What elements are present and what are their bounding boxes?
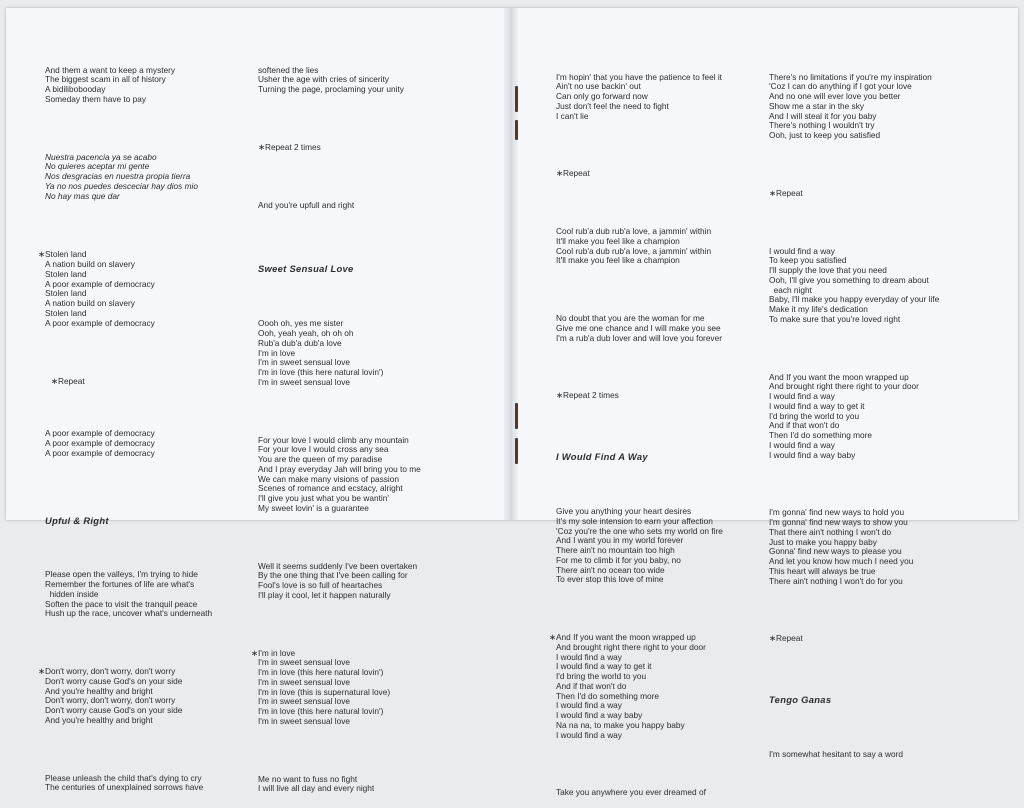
verse: [769, 247, 939, 325]
verse: [769, 373, 939, 461]
lyric-text: Don't worry cause God's on your side: [45, 675, 183, 686]
repeat-label: Repeat: [57, 376, 85, 387]
lyric-text: I can't lie: [556, 110, 589, 121]
asterisk-icon: ∗: [769, 633, 776, 644]
verse: [769, 508, 939, 586]
lyric-line: [258, 378, 421, 388]
asterisk-icon: ∗: [258, 141, 265, 152]
asterisk-icon: ∗: [38, 666, 45, 676]
verse-line: I'm somewhat hesitant to say a word: [769, 749, 903, 759]
lyric-text: I'm gonna' find new ways to show you: [769, 517, 908, 527]
lyric-text: It's my sole intension to earn your affection: [556, 515, 713, 526]
lyric-text: There's no limitations if you're my inspiration: [769, 71, 932, 82]
lyric-text: The centuries of unexplained sorrows have: [45, 782, 204, 793]
lyric-text: And let you know how much I need you: [769, 556, 914, 566]
lyric-line: [258, 784, 421, 794]
lyric-text: Baby, I'll make you happy everyday of your life: [769, 294, 940, 305]
lyric-text: No hay mas que dar: [45, 190, 120, 201]
verse: [556, 314, 723, 343]
lyric-text: A poor example of democracy: [45, 447, 155, 458]
lyric-text: I would find a way: [769, 245, 835, 256]
lyric-text: That there ain't nothing I won't do: [769, 526, 892, 537]
lyric-text: I'm in love (this here natural lovin'): [258, 667, 384, 677]
lyric-text: Don't worry cause God's on your side: [45, 705, 183, 715]
lyric-text: To make sure that you're loved right: [769, 313, 901, 324]
lyric-text: 'Coz I can do anything if I got your love: [769, 81, 912, 92]
lyric-text: And I pray everyday Jah will bring you to me: [258, 463, 421, 474]
lyric-text: Can only go forward now: [556, 91, 648, 101]
staple: [515, 403, 518, 429]
lyric-text: Just to make you happy baby: [769, 536, 877, 547]
lyric-line: [769, 315, 939, 325]
asterisk-icon: ∗: [556, 168, 563, 179]
asterisk-icon: ∗: [51, 376, 58, 387]
lyric-line: [556, 334, 723, 344]
lyric-text: And If you want the moon wrapped up: [556, 632, 696, 642]
lyric-text: Soften the pace to visit the tranquil peace: [45, 598, 198, 609]
lyric-text: Make it my life's dedication: [769, 304, 868, 314]
lyric-text: I'd bring the world to you: [556, 671, 647, 681]
staple: [515, 438, 518, 464]
repeat-marker: [556, 169, 723, 179]
lyric-text: Remember the fortunes of life are what's: [45, 579, 195, 589]
lyric-text: Gonna' find new ways to please you: [769, 546, 902, 557]
lyric-text: And I want you in my world forever: [556, 535, 684, 546]
chorus: [38, 666, 212, 726]
lyric-text: A nation build on slavery: [45, 259, 135, 269]
lyric-line: [45, 716, 212, 726]
lyric-text: And if that won't do: [769, 420, 840, 431]
lyric-text: And I will steal it for you baby: [769, 110, 877, 121]
repeat-marker: [45, 377, 212, 387]
lyric-line: [258, 591, 421, 601]
lyric-text: I'm in love (this is supernatural love): [258, 686, 391, 697]
asterisk-icon: ∗: [38, 249, 45, 260]
repeat-label: Repeat 2 times: [562, 390, 619, 401]
repeat-label: Repeat: [562, 168, 590, 179]
lyric-text: Scenes of romance and ecstacy, alright: [258, 483, 403, 494]
lyric-text: To ever stop this love of mine: [556, 574, 664, 585]
lyric-text: And you're healthy and bright: [45, 714, 153, 725]
staple: [515, 86, 518, 112]
lyric-text: A bidilibobooday: [45, 84, 106, 94]
lyric-text: Ooh, just to keep you satisfied: [769, 130, 881, 140]
lyric-text: I would find a way to get it: [769, 400, 865, 411]
lyric-text: No doubt that you are the woman for me: [556, 313, 705, 323]
lyric-text: For me to climb it for you baby, no: [556, 554, 681, 565]
lyric-text: Then I'd do something more: [556, 690, 660, 701]
lyric-text: Give you anything your heart desires: [556, 506, 692, 516]
lyric-text: My sweet lovin' is a guarantee: [258, 502, 369, 513]
lyric-text: Oooh oh, yes me sister: [258, 318, 344, 329]
asterisk-icon: ∗: [251, 647, 258, 658]
lyric-line: [769, 577, 939, 587]
verse: [258, 562, 421, 601]
lyric-text: Nos desgracias en nuestra propia tierra: [45, 171, 191, 181]
lyric-text: A poor example of democracy: [45, 437, 155, 448]
verse: [556, 507, 723, 585]
song-title: Tengo Ganas: [769, 694, 832, 705]
lyric-line: [556, 112, 723, 122]
lyric-text: I would find a way: [769, 391, 835, 401]
lyric-line: [45, 192, 212, 202]
lyric-text: We can make many visions of passion: [258, 473, 399, 484]
asterisk-icon: ∗: [769, 187, 776, 198]
outro: [45, 429, 212, 458]
lyric-text: And brought right there right to your door: [556, 641, 706, 652]
lyric-text: Stolen land: [45, 249, 87, 260]
lyric-text: And if that won't do: [556, 680, 627, 691]
asterisk-icon: ∗: [549, 632, 556, 642]
lyric-text: I'd bring the world to you: [769, 410, 860, 421]
lyric-text: I would find a way: [556, 700, 622, 711]
verse: [258, 436, 421, 514]
lyric-text: Hush up the race, uncover what's underneath: [45, 608, 213, 619]
lyric-text: Ooh, yeah yeah, oh oh oh: [258, 328, 354, 338]
lyrics-column-1: [38, 46, 213, 803]
lyric-text: And brought right there right to your door: [769, 381, 919, 392]
verse: [258, 66, 421, 95]
outro-line: And you're upfull and right: [258, 199, 355, 210]
lyric-text: And them a want to keep a mystery: [45, 64, 176, 75]
song-title: Sweet Sensual Love: [258, 263, 354, 275]
lyric-line: [45, 783, 212, 793]
lyric-text: softened the lies: [258, 64, 319, 75]
lyrics-column-4: [769, 53, 939, 770]
lyric-text: each night: [769, 284, 812, 295]
spanish-verse: [45, 153, 212, 202]
chorus: [251, 647, 421, 727]
lyric-line: [556, 731, 723, 741]
lyric-text: Stolen land: [45, 268, 87, 279]
lyric-text: I would find a way baby: [556, 710, 643, 720]
repeat-label: Repeat 2 times: [264, 141, 321, 152]
lyric-text: You are the queen of my paradise: [258, 454, 383, 464]
lyric-text: Na na na, to make you happy baby: [556, 719, 685, 730]
repeat-marker: [769, 189, 939, 199]
lyric-text: Stolen land: [45, 307, 87, 318]
verse: [45, 66, 212, 105]
asterisk-icon: ∗: [556, 390, 563, 401]
lyric-text: I'll supply the love that you need: [769, 265, 887, 275]
lyrics-column-2: [251, 46, 421, 804]
lyric-text: There ain't no ocean too wide: [556, 564, 665, 575]
staple: [515, 120, 518, 140]
lyric-text: Don't worry, don't worry, don't worry: [45, 666, 176, 676]
lyric-text: And you're healthy and bright: [45, 685, 153, 696]
lyric-text: I'm gonna' find new ways to hold you: [769, 507, 905, 518]
lyric-line: [769, 131, 939, 141]
lyric-text: Please unleash the child that's dying to cry: [45, 772, 202, 783]
lyric-text: For your love I would climb any mountain: [258, 434, 409, 445]
lyric-text: I'm in love: [258, 647, 296, 658]
lyric-text: Ain't no use backin' out: [556, 81, 641, 92]
lyric-text: A poor example of democracy: [45, 278, 155, 289]
song-title: Upful & Right: [45, 515, 109, 527]
lyric-line: [45, 449, 212, 459]
chorus: [38, 249, 212, 328]
lyric-text: I would find a way: [556, 729, 622, 740]
repeat-marker: [258, 143, 421, 153]
lyric-text: I would find a way: [769, 439, 835, 450]
repeat-marker: [556, 391, 723, 401]
lyric-text: Don't worry, don't worry, don't worry: [45, 695, 176, 706]
lyric-text: Please open the valleys, I'm trying to hide: [45, 569, 198, 580]
lyric-text: I'm in sweet sensual love: [258, 676, 350, 687]
lyric-line: [258, 717, 421, 727]
lyric-text: A poor example of democracy: [45, 428, 155, 438]
lyric-text: I'm in love: [258, 347, 296, 358]
chorus: [549, 632, 723, 740]
lyric-text: Someday them have to pay: [45, 93, 147, 104]
lyric-text: A nation build on slavery: [45, 298, 135, 308]
lyric-text: A poor example of democracy: [45, 317, 155, 328]
verse: [45, 570, 212, 619]
lyric-text: I'm in sweet sensual love: [258, 696, 350, 707]
verse: [258, 319, 421, 387]
lyric-text: Ooh, I'll give you something to dream about: [769, 274, 929, 285]
lyric-text: There ain't nothing I won't do for you: [769, 575, 903, 586]
lyric-text: I'm in sweet sensual love: [258, 357, 350, 368]
lyric-text: I'm in sweet sensual love: [258, 376, 350, 387]
lyric-line: [556, 575, 723, 585]
lyric-text: I'm in sweet sensual love: [258, 715, 350, 726]
lyric-text: For your love I would cross any sea: [258, 444, 389, 455]
lyric-line: [45, 609, 212, 619]
lyric-text: Turning the page, proclaming your unity: [258, 84, 404, 94]
lyric-line: [45, 319, 212, 329]
lyric-line: [258, 504, 421, 514]
lyric-text: Well it seems suddenly I've been overtaken: [258, 560, 418, 571]
lyric-text: No quieres aceptar mi gente: [45, 161, 150, 172]
repeat-label: Repeat: [775, 187, 803, 198]
lyric-text: Usher the age with cries of sincerity: [258, 74, 389, 85]
lyric-text: I'm hopin' that you have the patience to feel it: [556, 71, 722, 82]
lyrics-column-3: [549, 53, 723, 808]
lyric-text: Give me one chance and I will make you see: [556, 322, 721, 333]
lyric-text: I would find a way: [556, 651, 622, 662]
lyric-text: I'm a rub'a dub lover and will love you forever: [556, 332, 722, 343]
lyric-text: Cool rub'a dub rub'a love, a jammin' within: [556, 245, 712, 256]
lyric-text: Just don't feel the need to fight: [556, 100, 669, 111]
lyric-text: It'll make you feel like a champion: [556, 255, 680, 266]
lyric-line: [258, 85, 421, 95]
lyric-text: I would find a way baby: [769, 449, 856, 460]
lyric-text: Stolen land: [45, 288, 87, 299]
lyric-text: Then I'd do something more: [769, 430, 873, 440]
lyric-text: I would find a way to get it: [556, 661, 652, 672]
verse: [258, 775, 421, 795]
lyric-text: Me no want to fuss no fight: [258, 773, 358, 784]
lyric-text: Nuestra pacencia ya se acabo: [45, 151, 157, 162]
lyric-text: It'll make you feel like a champion: [556, 235, 680, 246]
lyric-text: hidden inside: [45, 588, 99, 599]
song-title: I Would Find A Way: [556, 451, 648, 462]
verse: [556, 227, 723, 266]
lyric-text: There ain't no mountain too high: [556, 545, 675, 555]
lyric-text: Rub'a dub'a dub'a love: [258, 337, 342, 348]
lyric-text: The biggest scam in all of history: [45, 74, 166, 85]
lyric-text: To keep you satisfied: [769, 255, 847, 266]
lyric-line: [556, 256, 723, 266]
repeat-label: Repeat: [775, 633, 803, 644]
lyric-text: And no one will ever love you better: [769, 91, 901, 101]
lyric-text: I'm in love (this here natural lovin'): [258, 706, 384, 716]
lyric-text: I'll give you just what you be wantin': [258, 493, 389, 503]
lyric-text: Show me a star in the sky: [769, 100, 864, 111]
lyric-text: I will live all day and every night: [258, 783, 375, 794]
lyric-line: [769, 451, 939, 461]
lyric-text: And If you want the moon wrapped up: [769, 371, 909, 382]
lyric-text: This heart will always be true: [769, 565, 876, 576]
lyric-text: By the one thing that I've been calling for: [258, 570, 408, 581]
lyric-text: I'll play it cool, let it happen naturally: [258, 589, 391, 600]
lyric-text: I'm in sweet sensual love: [258, 657, 350, 668]
verse: [45, 774, 212, 794]
lyric-text: Cool rub'a dub rub'a love, a jammin' within: [556, 226, 712, 236]
verse-line: Take you anywhere you ever dreamed of: [556, 787, 706, 798]
lyric-text: Ya no nos puedes desceciar hay dios mio: [45, 180, 198, 191]
verse: [769, 73, 939, 141]
lyric-text: There's nothing I wouldn't try: [769, 120, 875, 131]
lyric-text: 'Coz you're the one who sets my world on fire: [556, 525, 723, 536]
lyric-text: Fool's love is so full of heartaches: [258, 580, 383, 590]
verse: [556, 73, 723, 122]
lyric-text: I'm in love (this here natural lovin'): [258, 367, 384, 377]
repeat-marker: [769, 634, 939, 644]
lyric-line: [45, 95, 212, 105]
